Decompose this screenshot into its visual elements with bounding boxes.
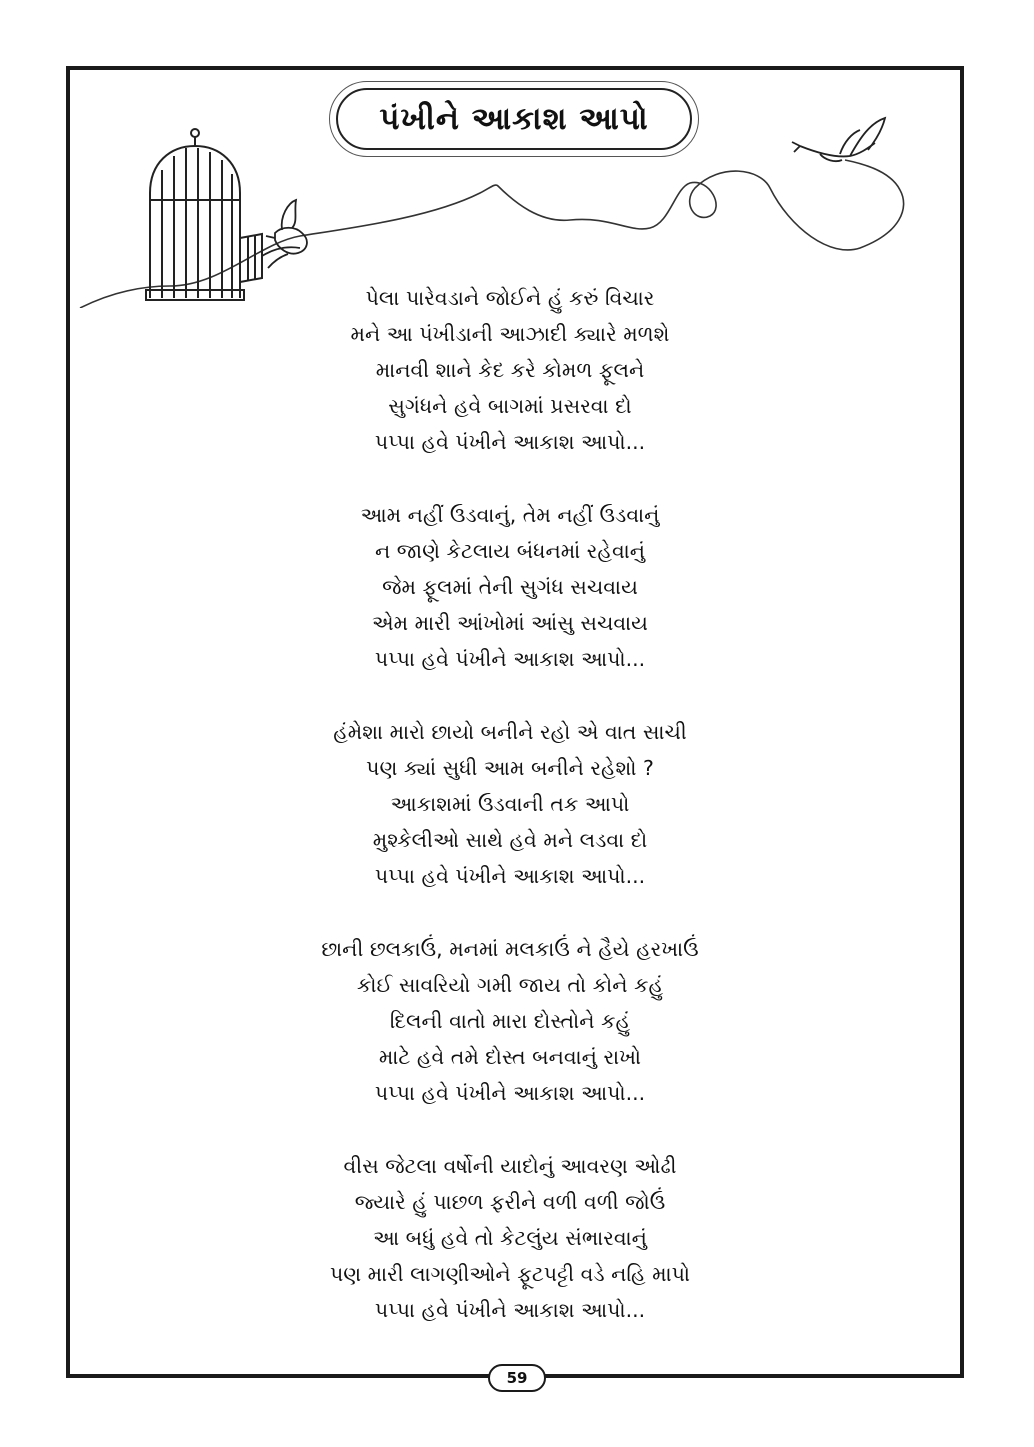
poem-line: જ્યારે હું પાછળ ફરીને વળી વળી જોઉં <box>354 1190 666 1214</box>
poem-refrain: પપ્પા હવે પંખીને આકાશ આપો... <box>374 1298 646 1322</box>
poem-body <box>200 280 820 1365</box>
poem-line: જેમ ફૂલમાં તેની સુગંધ સચવાય <box>382 575 638 599</box>
stanza-3 <box>200 714 820 894</box>
flying-dove-icon <box>792 118 885 161</box>
page-title: પંખીને આકાશ આપો <box>379 100 649 137</box>
poem-line: છાની છલકાઉં, મનમાં મલકાઉં ને હૈયે હરખાઉં <box>321 937 699 961</box>
page-number: 59 <box>488 1364 546 1392</box>
poem-line: આમ નહીં ઉડવાનું, તેમ નહીં ઉડવાનું <box>360 503 660 527</box>
poem-line: દિલની વાતો મારા દોસ્તોને કહું <box>389 1009 631 1033</box>
poem-line: પણ ક્યાં સુધી આમ બનીને રહેશો ? <box>366 756 654 780</box>
poem-line: એમ મારી આંખોમાં આંસુ સચવાય <box>372 611 648 635</box>
poem-line: મને આ પંખીડાની આઝાદી ક્યારે મળશે <box>350 322 670 346</box>
stanza-1 <box>200 280 820 460</box>
poem-refrain: પપ્પા હવે પંખીને આકાશ આપો... <box>374 864 646 888</box>
poem-refrain: પપ્પા હવે પંખીને આકાશ આપો... <box>374 1081 646 1105</box>
poem-line: ન જાણે કેટલાય બંધનમાં રહેવાનું <box>374 539 646 563</box>
poem-line: હંમેશા મારો છાયો બનીને રહો એ વાત સાચી <box>333 720 687 744</box>
poem-line: પેલા પારેવડાને જોઈને હું કરું વિચાર <box>365 286 655 310</box>
poem-line: કોઈ સાવરિયો ગમી જાય તો કોને કહું <box>356 973 664 997</box>
poem-line: માટે હવે તમે દોસ્ત બનવાનું રાખો <box>378 1045 642 1069</box>
poem-line: પણ મારી લાગણીઓને ફૂટપટ્ટી વડે નહિ માપો <box>329 1262 691 1286</box>
poem-line: વીસ જેટલા વર્ષોની યાદોનું આવરણ ઓઢી <box>343 1154 677 1178</box>
stanza-4 <box>200 931 820 1111</box>
poem-refrain: પપ્પા હવે પંખીને આકાશ આપો... <box>374 647 646 671</box>
stanza-5 <box>200 1148 820 1328</box>
birdcage-icon <box>146 129 262 300</box>
poem-refrain: પપ્પા હવે પંખીને આકાશ આપો... <box>374 430 646 454</box>
poem-line: સુગંધને હવે બાગમાં પ્રસરવા દો <box>388 394 632 418</box>
poem-line: આ બધું હવે તો કેટલુંય સંભારવાનું <box>373 1226 647 1250</box>
poem-line: માનવી શાને કેદ કરે કોમળ ફૂલને <box>375 358 645 382</box>
perched-bird-icon <box>262 200 307 268</box>
stanza-2 <box>200 497 820 677</box>
poem-line: મુશ્કેલીઓ સાથે હવે મને લડવા દો <box>372 828 648 852</box>
cage-and-bird-illustration <box>70 108 960 308</box>
poem-line: આકાશમાં ઉડવાની તક આપો <box>390 792 630 816</box>
